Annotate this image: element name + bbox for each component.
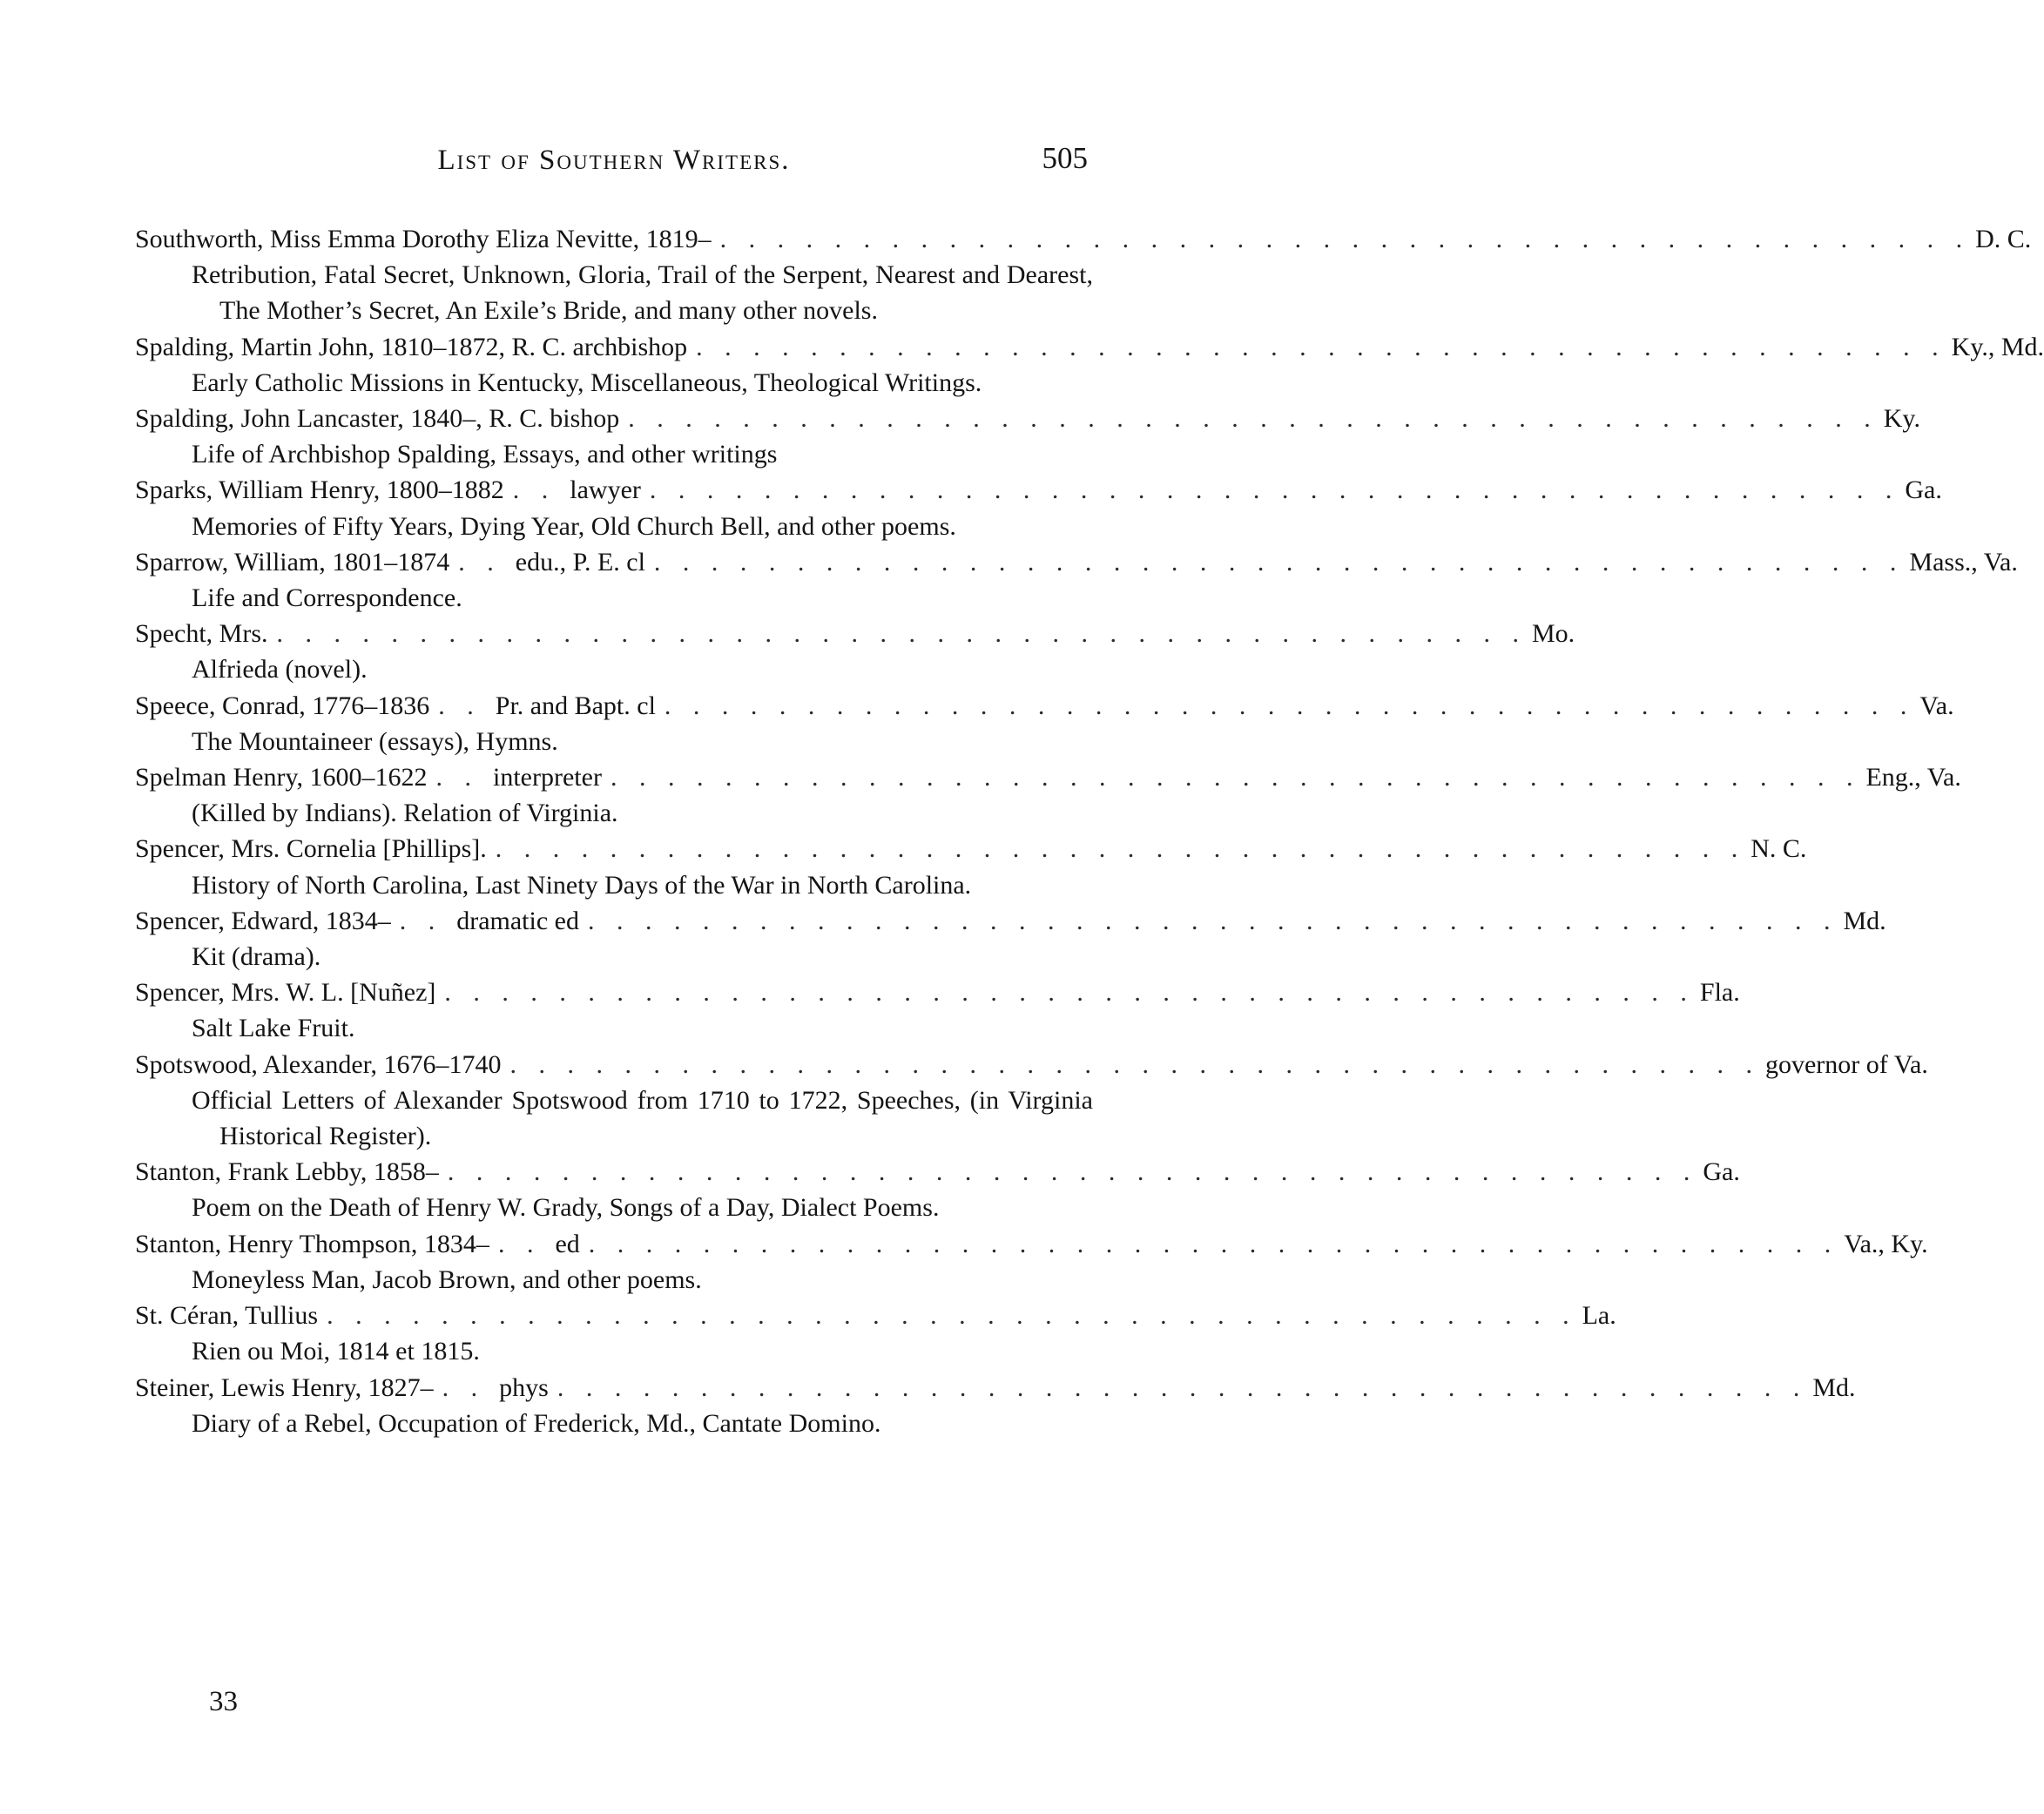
- dot-leader: . . . . . . . . . . . . . . . . . . . . . . . . . . . . . . . . . . . . . . . . . . . .: [327, 1301, 1577, 1331]
- writer-name: Sparrow, William, 1801–1874: [135, 547, 450, 577]
- dot-leader: . . . . . . . . . . . . . . . . . . . . . . . . . . . . . . . . . . . . . . . . . . . .: [610, 763, 1861, 792]
- writer-state: Va., Ky.: [1844, 1229, 1928, 1258]
- writer-entry: [135, 1370, 1856, 1441]
- dot-leader: . . . . . . . . . . . . . . . . . . . . . . . . . . . . . . . . . . . . . . . . . . . .: [653, 547, 1905, 577]
- writer-name: Spalding, Martin John, 1810–1872, R. C. archbishop: [135, 332, 688, 361]
- writer-occupation: Pr. and Bapt. cl: [495, 691, 656, 720]
- dot-leader: . .: [435, 763, 480, 792]
- writer-state: Fla.: [1699, 978, 1740, 1008]
- entry-heading: [135, 1047, 1928, 1082]
- writer-state: La.: [1582, 1301, 1616, 1331]
- writer-works: Kit (drama).: [192, 942, 321, 972]
- writer-works: Poem on the Death of Henry W. Grady, Songs of a Day, Dialect Poems.: [192, 1193, 940, 1223]
- dot-leader: . . . . . . . . . . . . . . . . . . . . . . . . . . . . . . . . . . . . . . . . . . . .: [276, 619, 1527, 649]
- writer-name: Sparks, William Henry, 1800–1882: [135, 475, 504, 505]
- writer-state: governor of Va.: [1764, 1049, 1928, 1079]
- writer-name: Spalding, John Lancaster, 1840–, R. C. bishop: [135, 404, 620, 434]
- writer-works: Memories of Fifty Years, Dying Year, Old Church Bell, and other poems.: [192, 511, 956, 541]
- writer-entry: [135, 221, 2032, 329]
- writer-works: Retribution, Fatal Secret, Unknown, Gloria, Trail of the Serpent, Nearest and Dearest, The Mother’s Secret, An Exile’s Bride, and many other novels.: [192, 260, 1093, 326]
- writer-occupation: ed: [555, 1229, 580, 1258]
- dot-leader: . . . . . . . . . . . . . . . . . . . . . . . . . . . . . . . . . . . . . . . . . . . .: [587, 906, 1838, 935]
- writer-name: Stanton, Frank Lebby, 1858–: [135, 1157, 439, 1187]
- writer-entry: [135, 616, 1575, 687]
- writer-name: Spencer, Edward, 1834–: [135, 906, 391, 935]
- writer-state: D. C.: [1975, 225, 2032, 253]
- entry-heading: [135, 903, 1886, 939]
- writer-name: Spelman Henry, 1600–1622: [135, 763, 428, 792]
- writer-state: Ga.: [1905, 475, 1942, 505]
- dot-leader: . .: [512, 475, 557, 505]
- running-head: [135, 139, 1093, 192]
- writer-works: The Mountaineer (essays), Hymns.: [192, 726, 558, 756]
- entry-heading: [135, 1370, 1856, 1406]
- writer-name: Speece, Conrad, 1776–1836: [135, 691, 430, 720]
- writer-state: Va.: [1919, 691, 1954, 720]
- writer-entry: [135, 688, 1954, 759]
- writer-entry: [135, 329, 2044, 401]
- entry-heading: [135, 401, 1920, 436]
- dot-leader: . . . . . . . . . . . . . . . . . . . . . . . . . . . . . . . . . . . . . . . . . . . .: [664, 691, 1915, 720]
- dot-leader: . .: [497, 1229, 542, 1258]
- writer-state: Mo.: [1532, 619, 1575, 649]
- writer-works: History of North Carolina, Last Ninety Days of the War in North Carolina.: [192, 870, 972, 900]
- writer-entry: [135, 903, 1886, 974]
- entry-heading: [135, 616, 1575, 651]
- writer-works: Rien ou Moi, 1814 et 1815.: [192, 1337, 480, 1366]
- writer-entry: [135, 472, 1942, 543]
- writer-works: Life of Archbishop Spalding, Essays, and other writings: [192, 440, 778, 469]
- dot-leader: . .: [438, 691, 482, 720]
- writer-list: [135, 221, 2044, 1441]
- writer-works: Alfrieda (novel).: [192, 655, 368, 684]
- writer-state: Eng., Va.: [1865, 763, 1961, 792]
- dot-leader: . . . . . . . . . . . . . . . . . . . . . . . . . . . . . . . . . . . . . . . . . . . .: [444, 978, 1695, 1008]
- entry-heading: [135, 974, 1740, 1010]
- writer-name: Spotswood, Alexander, 1676–1740: [135, 1049, 502, 1079]
- writer-entry: [135, 1047, 1928, 1155]
- entry-heading: [135, 1226, 1928, 1262]
- writer-works: Salt Lake Fruit.: [192, 1014, 355, 1043]
- writer-occupation: interpreter: [493, 763, 602, 792]
- writer-occupation: phys: [499, 1372, 549, 1402]
- entry-heading: [135, 1298, 1616, 1333]
- writer-state: Md.: [1812, 1372, 1856, 1402]
- entry-heading: [135, 221, 2032, 257]
- writer-name: Steiner, Lewis Henry, 1827–: [135, 1372, 434, 1402]
- dot-leader: . .: [458, 547, 502, 577]
- dot-leader: . .: [399, 906, 443, 935]
- writer-name: Stanton, Henry Thompson, 1834–: [135, 1229, 489, 1258]
- writer-name: Spencer, Mrs. W. L. [Nuñez]: [135, 978, 436, 1008]
- writer-state: Ga.: [1703, 1157, 1740, 1187]
- writer-entry: [135, 1226, 1928, 1298]
- entry-heading: [135, 688, 1954, 724]
- dot-leader: . . . . . . . . . . . . . . . . . . . . . . . . . . . . . . . . . . . . . . . . . . . .: [696, 332, 1946, 361]
- dot-leader: . . . . . . . . . . . . . . . . . . . . . . . . . . . . . . . . . . . . . . . . . . . .: [628, 404, 1879, 434]
- page-number: 505: [1042, 141, 1088, 175]
- dot-leader: . . . . . . . . . . . . . . . . . . . . . . . . . . . . . . . . . . . . . . . . . . . .: [719, 225, 1971, 253]
- entry-heading: [135, 831, 1807, 867]
- writer-works: Life and Correspondence.: [192, 583, 462, 613]
- dot-leader: . . . . . . . . . . . . . . . . . . . . . . . . . . . . . . . . . . . . . . . . . . . .: [588, 1229, 1839, 1258]
- writer-occupation: dramatic ed: [456, 906, 579, 935]
- dot-leader: . . . . . . . . . . . . . . . . . . . . . . . . . . . . . . . . . . . . . . . . . . . .: [557, 1372, 1808, 1402]
- writer-entry: [135, 544, 2018, 616]
- dot-leader: . . . . . . . . . . . . . . . . . . . . . . . . . . . . . . . . . . . . . . . . . . . .: [495, 834, 1746, 864]
- writer-occupation: edu., P. E. cl: [515, 547, 645, 577]
- signature-mark: 33: [209, 1686, 238, 1717]
- writer-entry: [135, 759, 1961, 831]
- writer-name: Southworth, Miss Emma Dorothy Eliza Nevitte, 1819–: [135, 225, 712, 253]
- entry-heading: [135, 329, 2044, 365]
- dot-leader: . . . . . . . . . . . . . . . . . . . . . . . . . . . . . . . . . . . . . . . . . . . .: [447, 1157, 1698, 1187]
- writer-works: (Killed by Indians). Relation of Virginia.: [192, 799, 618, 828]
- writer-works: Moneyless Man, Jacob Brown, and other poems.: [192, 1264, 702, 1294]
- writer-entry: [135, 401, 1920, 472]
- entry-heading: [135, 472, 1942, 508]
- dot-leader: . . . . . . . . . . . . . . . . . . . . . . . . . . . . . . . . . . . . . . . . . . . .: [509, 1049, 1760, 1079]
- writer-occupation: lawyer: [570, 475, 641, 505]
- writer-state: Mass., Va.: [1909, 547, 2018, 577]
- writer-name: Spencer, Mrs. Cornelia [Phillips].: [135, 834, 487, 864]
- writer-entry: [135, 1154, 1740, 1225]
- entry-heading: [135, 1154, 1740, 1190]
- entry-heading: [135, 759, 1961, 795]
- dot-leader: . .: [442, 1372, 486, 1402]
- writer-works: Diary of a Rebel, Occupation of Frederick, Md., Cantate Domino.: [192, 1408, 881, 1438]
- entry-heading: [135, 544, 2018, 580]
- page-title: List of Southern Writers.: [437, 145, 791, 176]
- writer-entry: [135, 831, 1807, 902]
- writer-works: Official Letters of Alexander Spotswood from 1710 to 1722, Speeches, (in Virginia Historical Register).: [192, 1085, 1093, 1151]
- writer-works: Early Catholic Missions in Kentucky, Miscellaneous, Theological Writings.: [192, 368, 982, 397]
- dot-leader: . . . . . . . . . . . . . . . . . . . . . . . . . . . . . . . . . . . . . . . . . . . .: [649, 475, 1900, 505]
- writer-entry: [135, 974, 1740, 1046]
- writer-state: Ky.: [1883, 404, 1920, 434]
- writer-state: Md.: [1843, 906, 1886, 935]
- writer-entry: [135, 1298, 1616, 1369]
- writer-state: N. C.: [1751, 834, 1807, 864]
- writer-state: Ky., Md.: [1951, 332, 2044, 361]
- writer-name: Specht, Mrs.: [135, 619, 268, 649]
- writer-name: St. Céran, Tullius: [135, 1301, 319, 1331]
